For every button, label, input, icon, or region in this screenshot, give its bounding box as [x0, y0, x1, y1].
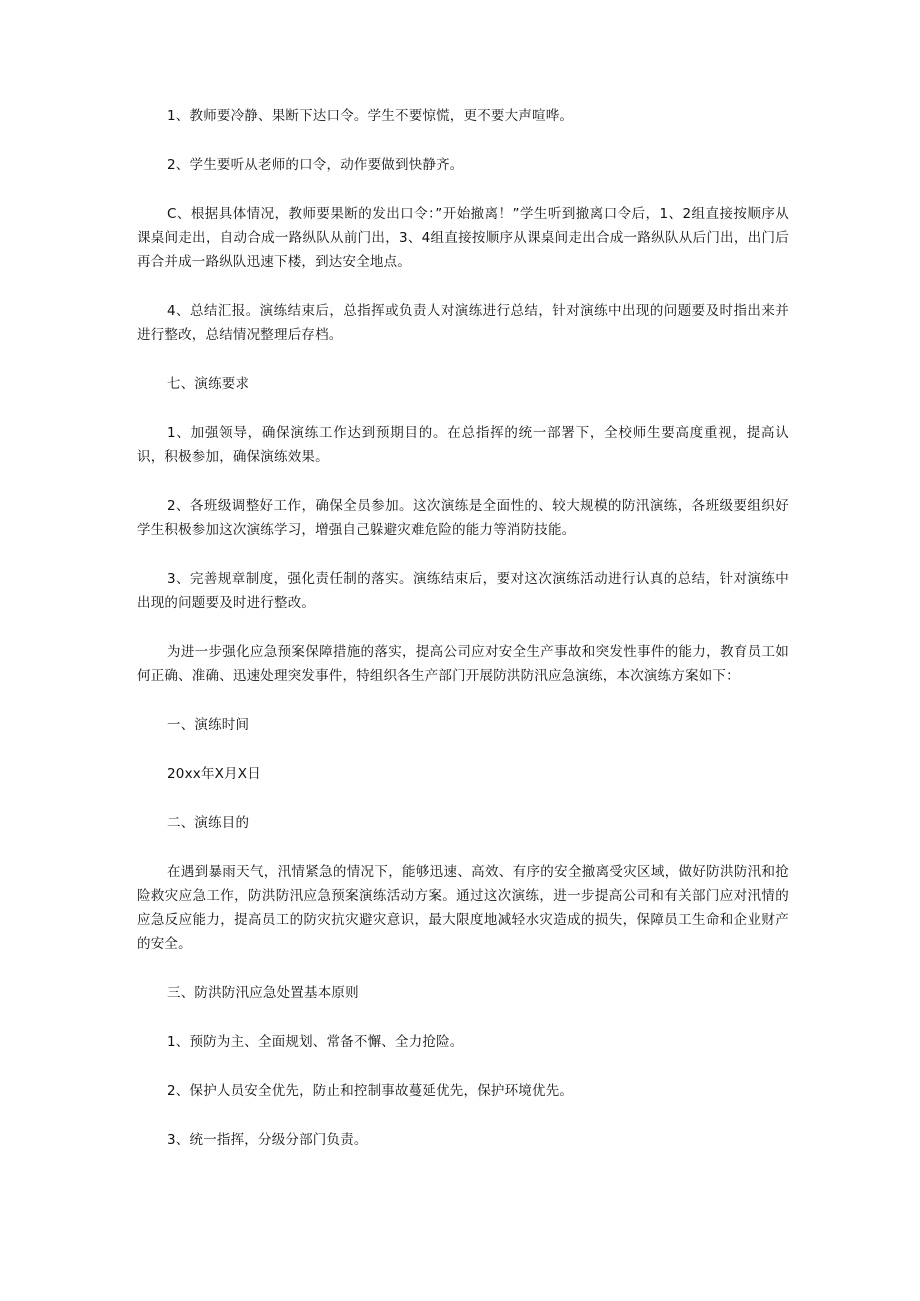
section-heading: 二、演练目的: [167, 815, 250, 831]
paragraph: 1、加强领导，确保演练工作达到预期目的。在总指挥的统一部署下，全校师生要高度重视，提高认识，积极参加，确保演练效果。: [137, 425, 789, 465]
paragraph: 2、保护人员安全优先，防止和控制事故蔓延优先，保护环境优先。: [167, 1083, 574, 1099]
paragraph: C、根据具体情况，教师要果断的发出口令：”开始撤离！”学生听到撤离口令后，1、2组直接按顺序从课桌间走出，自动合成一路纵队从前门出，3、4组直接按顺序从课桌间走出合成一路纵队从后门出，出门后再合并成一路纵队迅速下楼，到达安全地点。: [137, 206, 789, 270]
section-heading: 七、演练要求: [167, 376, 250, 392]
document-body: [137, 104, 789, 1177]
paragraph: 3、统一指挥，分级分部门负责。: [167, 1132, 368, 1148]
paragraph: 1、预防为主、全面规划、常备不懈、全力抢险。: [167, 1034, 464, 1050]
section-heading: 一、演练时间: [167, 717, 250, 733]
paragraph: 1、教师要冷静、果断下达口令。学生不要惊慌，更不要大声喧哗。: [167, 108, 574, 124]
paragraph: 3、完善规章制度，强化责任制的落实。演练结束后，要对这次演练活动进行认真的总结，针对演练中出现的问题要及时进行整改。: [137, 571, 789, 611]
paragraph: 2、学生要听从老师的口令，动作要做到快静齐。: [167, 157, 464, 173]
date-line: 20xx年X月X日: [167, 766, 261, 782]
section-heading: 三、防洪防汛应急处置基本原则: [167, 985, 359, 1001]
paragraph: 2、各班级调整好工作，确保全员参加。这次演练是全面性的、较大规模的防汛演练，各班级要组织好学生积极参加这次演练学习，增强自己躲避灾难危险的能力等消防技能。: [137, 498, 789, 538]
paragraph: 为进一步强化应急预案保障措施的落实，提高公司应对安全生产事故和突发性事件的能力，教育员工如何正确、准确、迅速处理突发事件，特组织各生产部门开展防洪防汛应急演练，本次演练方案如下：: [137, 644, 789, 684]
paragraph: 在遇到暴雨天气，汛情紧急的情况下，能够迅速、高效、有序的安全撤离受灾区域，做好防洪防汛和抢险救灾应急工作，防洪防汛应急预案演练活动方案。通过这次演练，进一步提高公司和有关部门应对汛情的应急反应能力，提高员工的防灾抗灾避灾意识，最大限度地减轻水灾造成的损失，保障员工生命和企业财产的安全。: [137, 864, 789, 952]
paragraph: 4、总结汇报。演练结束后，总指挥或负责人对演练进行总结，针对演练中出现的问题要及时指出来并进行整改，总结情况整理后存档。: [137, 303, 789, 343]
